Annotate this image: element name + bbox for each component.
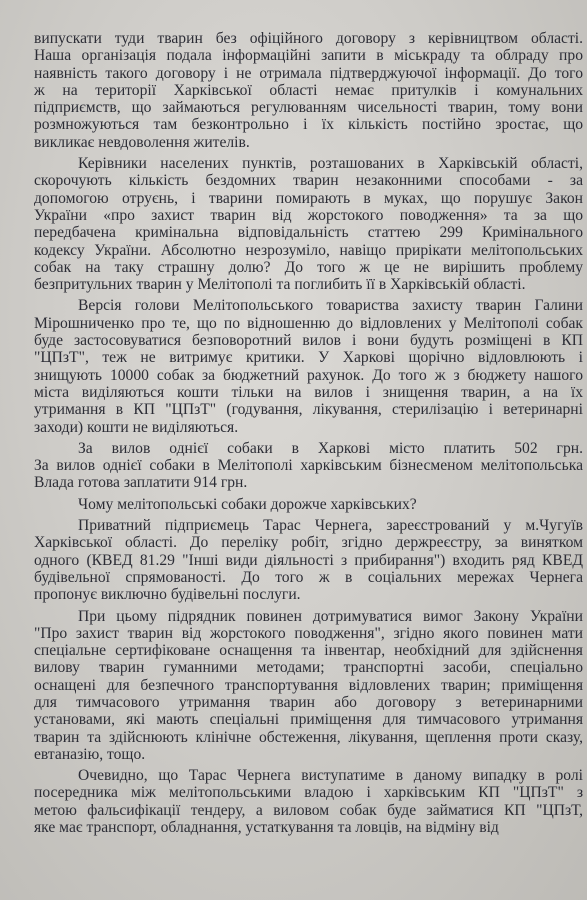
text-line: підприємств, що займаються регулюванням чисельності тварин, тому вони — [34, 99, 583, 117]
text-line: "Про захист тварин від жорстокого поводження", згідно якого повинен мати — [34, 624, 583, 642]
text-line: Приватний підприємець Тарас Чернега, зареєстрований у м.Чугуїв — [78, 517, 583, 535]
text-line: Наша організація подала інформаційні запити в міськраду та облраду про — [34, 47, 583, 65]
text-line: спеціальне сертифіковане оснащення та інвентар, необхідний для здійснення — [34, 642, 583, 660]
text-line: для тимчасового утримання тварин або договору з ветеринарними — [34, 693, 583, 711]
text-line: При цьому підрядник повинен дотримуватися вимог Закону України — [78, 607, 583, 625]
paragraph — [34, 155, 583, 293]
text-line: викликає невдоволення жителів. — [34, 133, 250, 151]
paragraph — [34, 496, 583, 513]
text-line: Харківської області. До переліку робіт, згідно держреєстру, за винятком — [34, 534, 583, 552]
text-line: Очевидно, що Тарас Чернега виступатиме в даному випадку в ролі — [78, 767, 583, 785]
text-line: Чому мелітопольські собаки дорожче харківських? — [78, 495, 417, 513]
text-line: України «про захист тварин від жорстокого поводження» та за що — [34, 206, 583, 224]
text-line: випускати туди тварин без офіційного договору з керівництвом області. — [34, 30, 583, 47]
text-line: розмножуються там безконтрольно і їх кількість постійно зростає, що — [34, 116, 583, 134]
text-line: заходи) кошти не виділяються. — [34, 418, 239, 436]
text-line: безпритульних тварин у Мелітополі та поглибить її в Харківській області. — [34, 276, 526, 294]
text-line: наявність такого договору і не отримала підтверджуючої інформації. До того — [34, 64, 583, 82]
text-line: тварин та здійснюють клінічне обстеження, лікування, щеплення проти сказу, — [34, 728, 583, 746]
text-line: Влада готова заплатити 914 грн. — [34, 474, 248, 492]
paragraph — [34, 440, 583, 492]
paragraph — [34, 767, 583, 836]
text-line: передбачена кримінальна відповідальність статтею 299 Кримінального — [34, 224, 583, 242]
text-line: кодексу України. Абсолютно незрозуміло, навіщо прирікати мелітопольських — [34, 241, 583, 259]
text-line: За вилов однієї собаки в Мелітополі харківським бізнесменом мелітопольська — [34, 457, 583, 475]
text-line: будівельної спрямованості. До того ж в соціальних мережах Чернега — [34, 568, 583, 586]
text-line: міста виділяються кошти тільки на вилов і знищення тварин, а на їх — [34, 383, 583, 401]
text-line: посередника між мелітопольськими владою і харківським КП "ЦПзТ" з — [34, 784, 583, 802]
text-line: одного (КВЕД 81.29 "Інші види діяльності з прибирання") входить ряд КВЕД — [34, 551, 583, 569]
text-line: пропонує виключно будівельні послуги. — [34, 586, 301, 604]
text-line: метою фальсифікації тендеру, а виловом собак буде займатися КП "ЦПзТ, — [34, 801, 583, 819]
text-line: Мірошниченко про те, що по відношенню до відловлених у Мелітополі собак — [34, 314, 583, 332]
paragraph — [34, 30, 583, 151]
text-line: Керівники населених пунктів, розташованих в Харківській області, — [78, 155, 583, 173]
text-line: Версія голови Мелітопольського товариства захисту тварин Галини — [78, 297, 583, 315]
text-line: собак на таку страшну долю? До того ж це не вирішить проблему — [34, 258, 583, 276]
paragraph — [34, 297, 583, 435]
text-line: "ЦПзТ", теж не витримує критики. У Харкові щорічно відловлюють і — [34, 349, 583, 367]
text-line: установами, які мають спеціальні приміщення для тимчасового утримання — [34, 711, 583, 729]
text-line: вилову тварин гуманними методами; транспортні засоби, спеціально — [34, 659, 583, 677]
text-line: скорочують кількість бездомних тварин незаконними способами - за — [34, 172, 583, 190]
paragraph — [34, 608, 583, 764]
text-line: буде застосовуватися безповоротний вилов і вони будуть розміщені в КП — [34, 332, 583, 350]
text-line: евтаназію, тощо. — [34, 745, 146, 763]
text-line: знищують 10000 собак за бюджетний рахунок. До того ж з бюджету нашого — [34, 366, 583, 384]
text-line: оснащені для безпечного транспортування відловлених тварин; приміщення — [34, 676, 583, 694]
text-line: утримання в КП "ЦПзТ" (годування, лікування, стерилізацію і ветеринарні — [34, 401, 583, 419]
text-line: За вилов однієї собаки в Харкові місто платить 502 грн. — [78, 439, 583, 457]
text-line: яке має транспорт, обладнання, устаткування та ловців, на відміну від — [34, 819, 499, 837]
text-line: допомогою отруєнь, і тварини помирають в муках, що порушує Закон — [34, 189, 583, 207]
paragraph — [34, 517, 583, 603]
text-line: ж на території Харківської області немає притулків і комунальних — [34, 81, 583, 99]
